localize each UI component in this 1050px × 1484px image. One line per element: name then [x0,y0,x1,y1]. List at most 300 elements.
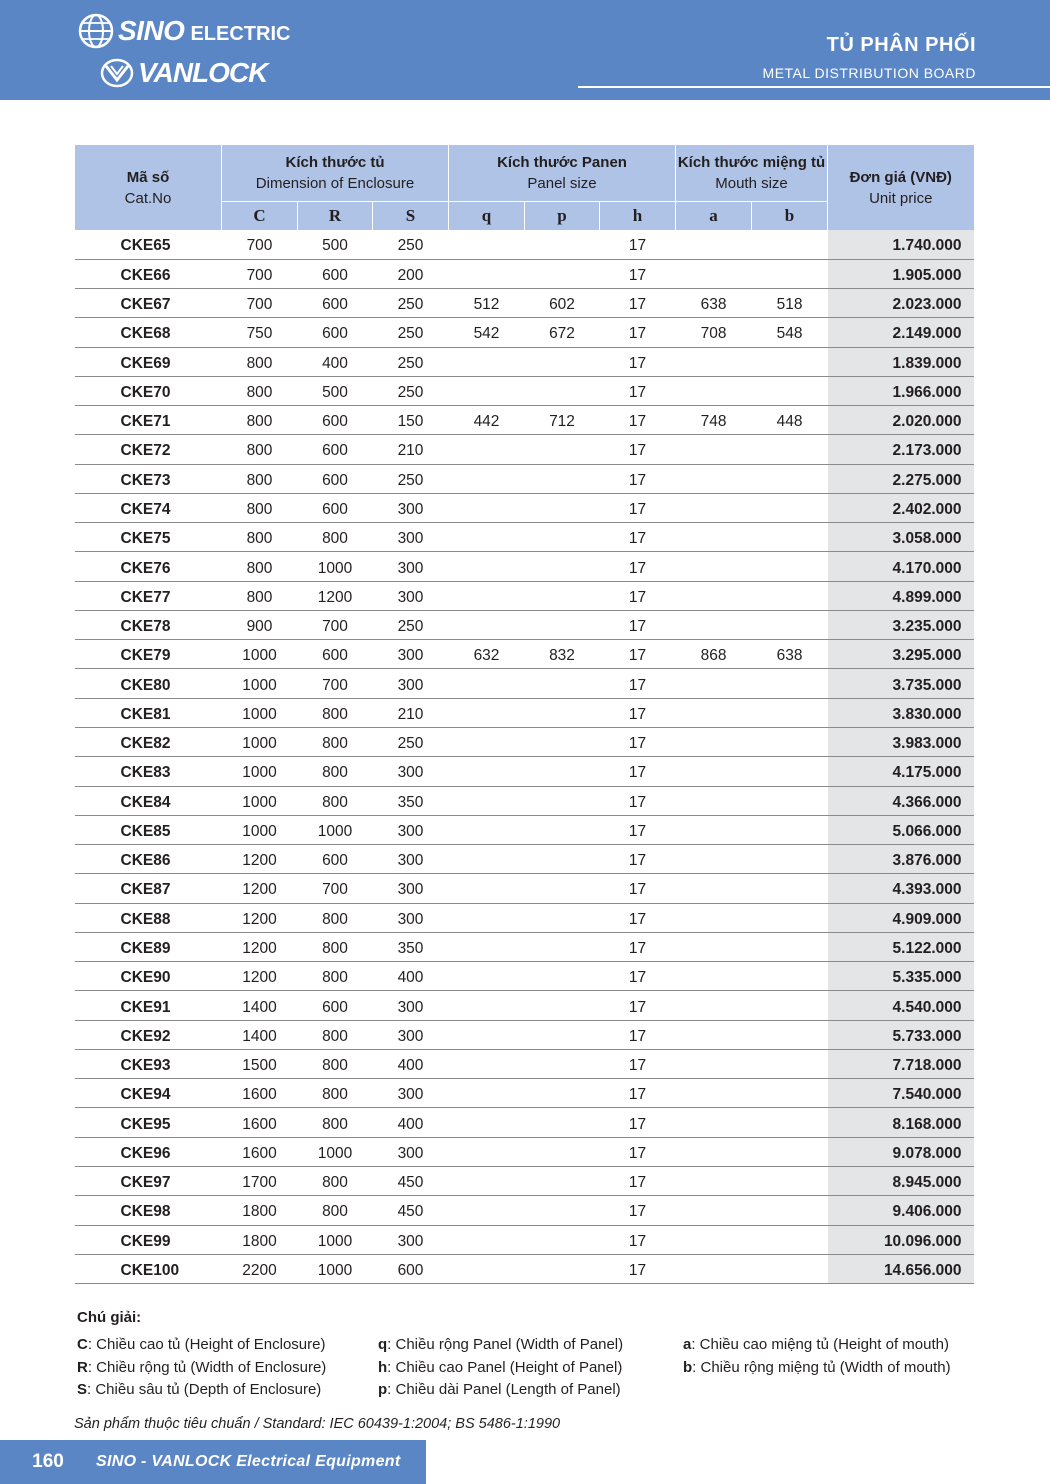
subheader-c: C [222,201,298,230]
price-table [74,145,974,1284]
cell-price: 9.406.000 [828,1196,974,1225]
header-catno-en: Cat.No [124,189,172,207]
cell-cat: CKE98 [75,1196,222,1225]
cell-p: 672 [525,318,600,347]
cell-p [525,1167,600,1196]
cell-c: 1200 [222,874,298,903]
table-row [75,815,974,844]
cell-a [676,845,752,874]
cell-b [752,581,828,610]
cell-h: 17 [600,845,676,874]
table-row [75,610,974,639]
cell-s: 250 [373,318,449,347]
cell-q: 632 [449,640,525,669]
header-mouth-vn: Kích thước miệng tủ [677,153,826,171]
table-row [75,435,974,464]
cell-s: 300 [373,1225,449,1254]
cell-c: 1600 [222,1137,298,1166]
cell-h: 17 [600,698,676,727]
cell-b [752,435,828,464]
cell-q [449,1167,525,1196]
cell-price: 5.335.000 [828,962,974,991]
cell-c: 1700 [222,1167,298,1196]
header-catno [75,145,222,230]
cell-s: 300 [373,493,449,522]
cell-q [449,757,525,786]
cell-h: 17 [600,493,676,522]
cell-price: 2.402.000 [828,493,974,522]
cell-c: 1000 [222,728,298,757]
cell-cat: CKE78 [75,610,222,639]
cell-s: 210 [373,698,449,727]
cell-h: 17 [600,1196,676,1225]
cell-p [525,1079,600,1108]
title-divider [578,86,1050,88]
cell-q [449,552,525,581]
cell-cat: CKE79 [75,640,222,669]
table-row [75,874,974,903]
cell-cat: CKE91 [75,991,222,1020]
cell-a [676,874,752,903]
logo-electric-text: ELECTRIC [190,22,291,45]
cell-b: 638 [752,640,828,669]
table-row [75,289,974,318]
cell-price: 3.983.000 [828,728,974,757]
cell-s: 200 [373,259,449,288]
cell-b [752,962,828,991]
cell-r: 600 [298,464,373,493]
cell-b [752,991,828,1020]
cell-c: 1000 [222,815,298,844]
legend-text: : Chiều rộng Panel (Width of Panel) [387,1336,624,1353]
cell-c: 700 [222,289,298,318]
cell-price: 1.966.000 [828,376,974,405]
table-row [75,698,974,727]
vanlock-logo [100,56,267,90]
cell-cat: CKE70 [75,376,222,405]
cell-p [525,757,600,786]
cell-r: 700 [298,610,373,639]
cell-h: 17 [600,523,676,552]
legend-key: p [378,1381,388,1398]
cell-s: 250 [373,376,449,405]
cell-c: 750 [222,318,298,347]
cell-p [525,1020,600,1049]
cell-r: 800 [298,1196,373,1225]
cell-cat: CKE68 [75,318,222,347]
cell-a [676,698,752,727]
legend-key: C [77,1336,88,1353]
cell-c: 1200 [222,932,298,961]
cell-a [676,1225,752,1254]
cell-h: 17 [600,347,676,376]
cell-s: 400 [373,1108,449,1137]
cell-r: 800 [298,523,373,552]
cell-price: 3.235.000 [828,610,974,639]
standard-note: Sản phẩm thuộc tiêu chuẩn / Standard: IEC 60439-1:2004; BS 5486-1:1990 [74,1416,561,1432]
cell-b [752,815,828,844]
cell-price: 2.020.000 [828,406,974,435]
cell-b [752,1254,828,1283]
cell-cat: CKE89 [75,932,222,961]
header-price [828,145,974,230]
cell-b [752,698,828,727]
table-row [75,1137,974,1166]
cell-q [449,728,525,757]
header-panel [449,145,676,201]
table-row [75,376,974,405]
cell-price: 3.735.000 [828,669,974,698]
cell-h: 17 [600,289,676,318]
header-price-en: Unit price [869,189,933,207]
legend-text: : Chiều rộng tủ (Width of Enclosure) [87,1358,327,1376]
cell-h: 17 [600,786,676,815]
cell-q [449,903,525,932]
legend-item [683,1357,951,1380]
legend-item [378,1379,623,1402]
cell-h: 17 [600,962,676,991]
cell-h: 17 [600,1225,676,1254]
table-row [75,493,974,522]
table-row [75,640,974,669]
cell-a [676,757,752,786]
cell-p [525,1049,600,1078]
cell-b [752,1196,828,1225]
table-row [75,669,974,698]
cell-p [525,259,600,288]
cell-q [449,1020,525,1049]
cell-q [449,1225,525,1254]
cell-a: 638 [676,289,752,318]
cell-a [676,435,752,464]
cell-b [752,523,828,552]
cell-q [449,874,525,903]
cell-q [449,230,525,259]
cell-a [676,610,752,639]
table-row [75,581,974,610]
cell-b [752,669,828,698]
cell-p: 602 [525,289,600,318]
cell-price: 1.740.000 [828,230,974,259]
cell-c: 1000 [222,669,298,698]
legend-key: S [77,1381,88,1398]
cell-h: 17 [600,903,676,932]
legend-text: : Chiều dài Panel (Length of Panel) [387,1381,621,1398]
cell-r: 600 [298,991,373,1020]
cell-s: 350 [373,786,449,815]
table-row [75,406,974,435]
cell-price: 4.170.000 [828,552,974,581]
cell-q [449,259,525,288]
cell-a [676,991,752,1020]
cell-q [449,523,525,552]
subheader-h: h [600,201,676,230]
cell-c: 1800 [222,1196,298,1225]
cell-cat: CKE66 [75,259,222,288]
legend-text: : Chiều cao Panel (Height of Panel) [387,1358,623,1376]
cell-h: 17 [600,610,676,639]
cell-s: 250 [373,230,449,259]
cell-s: 300 [373,815,449,844]
header-mouth [676,145,828,201]
cell-s: 300 [373,640,449,669]
footer-brand-text: SINO - VANLOCK Electrical Equipment [96,1453,401,1470]
cell-p [525,815,600,844]
cell-cat: CKE83 [75,757,222,786]
cell-h: 17 [600,581,676,610]
cell-b [752,1108,828,1137]
cell-b [752,376,828,405]
cell-b [752,1167,828,1196]
cell-cat: CKE75 [75,523,222,552]
cell-b [752,230,828,259]
table-body [75,230,974,1284]
cell-r: 700 [298,874,373,903]
table-row [75,552,974,581]
cell-price: 5.066.000 [828,815,974,844]
legend-title: Chú giải: [77,1309,142,1326]
cell-a [676,464,752,493]
cell-r: 600 [298,289,373,318]
cell-h: 17 [600,259,676,288]
header-enclosure [222,145,449,201]
cell-r: 600 [298,640,373,669]
cell-price: 2.275.000 [828,464,974,493]
cell-p [525,464,600,493]
cell-a [676,962,752,991]
table-row [75,464,974,493]
cell-p [525,552,600,581]
cell-q [449,669,525,698]
cell-q [449,493,525,522]
cell-c: 1000 [222,640,298,669]
globe-icon [78,13,114,49]
cell-q [449,698,525,727]
cell-c: 800 [222,376,298,405]
table-row [75,523,974,552]
cell-c: 800 [222,464,298,493]
cell-q: 542 [449,318,525,347]
cell-r: 1000 [298,815,373,844]
cell-a [676,552,752,581]
cell-c: 800 [222,552,298,581]
cell-s: 150 [373,406,449,435]
cell-q [449,845,525,874]
cell-r: 800 [298,1167,373,1196]
table-row [75,1020,974,1049]
cell-p [525,376,600,405]
table-row [75,259,974,288]
cell-r: 600 [298,493,373,522]
cell-c: 1000 [222,698,298,727]
cell-a [676,230,752,259]
cell-cat: CKE96 [75,1137,222,1166]
cell-r: 800 [298,962,373,991]
cell-c: 1200 [222,962,298,991]
cell-b [752,493,828,522]
cell-s: 300 [373,1079,449,1108]
cell-b [752,464,828,493]
cell-r: 600 [298,406,373,435]
cell-p [525,728,600,757]
cell-b [752,1020,828,1049]
cell-b [752,1079,828,1108]
cell-c: 1600 [222,1108,298,1137]
cell-p [525,1137,600,1166]
cell-q [449,1254,525,1283]
cell-cat: CKE90 [75,962,222,991]
subheader-r: R [298,201,373,230]
cell-price: 2.149.000 [828,318,974,347]
cell-price: 3.830.000 [828,698,974,727]
legend-item [378,1357,623,1380]
cell-h: 17 [600,874,676,903]
legend-item [683,1334,951,1357]
cell-c: 800 [222,523,298,552]
subheader-q: q [449,201,525,230]
cell-q [449,464,525,493]
cell-c: 800 [222,581,298,610]
cell-r: 800 [298,757,373,786]
cell-p [525,962,600,991]
cell-cat: CKE73 [75,464,222,493]
cell-a: 708 [676,318,752,347]
cell-a [676,1167,752,1196]
legend-item [378,1334,623,1357]
cell-price: 7.540.000 [828,1079,974,1108]
cell-h: 17 [600,1137,676,1166]
cell-price: 14.656.000 [828,1254,974,1283]
cell-s: 250 [373,347,449,376]
cell-b: 518 [752,289,828,318]
cell-c: 1400 [222,1020,298,1049]
cell-s: 210 [373,435,449,464]
cell-s: 450 [373,1167,449,1196]
cell-s: 250 [373,728,449,757]
cell-b [752,932,828,961]
cell-r: 400 [298,347,373,376]
table-row [75,1049,974,1078]
cell-q [449,991,525,1020]
cell-q [449,1049,525,1078]
table-row [75,932,974,961]
cell-c: 800 [222,435,298,464]
cell-cat: CKE72 [75,435,222,464]
cell-price: 3.295.000 [828,640,974,669]
cell-r: 800 [298,932,373,961]
cell-q [449,1137,525,1166]
cell-price: 4.540.000 [828,991,974,1020]
subheader-a: a [676,201,752,230]
cell-q [449,376,525,405]
legend-key: b [683,1358,693,1376]
cell-cat: CKE99 [75,1225,222,1254]
cell-r: 800 [298,1020,373,1049]
subheader-p: p [525,201,600,230]
cell-q [449,1196,525,1225]
cell-c: 1400 [222,991,298,1020]
cell-cat: CKE65 [75,230,222,259]
cell-r: 800 [298,1108,373,1137]
table-row [75,1167,974,1196]
cell-cat: CKE97 [75,1167,222,1196]
cell-s: 250 [373,289,449,318]
cell-price: 5.122.000 [828,932,974,961]
cell-r: 1000 [298,1137,373,1166]
cell-cat: CKE80 [75,669,222,698]
header-mouth-en: Mouth size [715,174,788,192]
cell-cat: CKE76 [75,552,222,581]
cell-c: 700 [222,259,298,288]
cell-c: 800 [222,493,298,522]
table-row [75,845,974,874]
cell-q [449,610,525,639]
table-row [75,991,974,1020]
cell-a [676,669,752,698]
cell-a [676,581,752,610]
cell-q [449,786,525,815]
cell-price: 4.366.000 [828,786,974,815]
cell-q [449,962,525,991]
legend-text: : Chiều sâu tủ (Depth of Enclosure) [87,1381,322,1398]
cell-s: 300 [373,581,449,610]
cell-price: 3.876.000 [828,845,974,874]
cell-p [525,230,600,259]
cell-s: 600 [373,1254,449,1283]
cell-p [525,932,600,961]
legend-key: h [378,1358,388,1376]
logo-vanlock-text: VANLOCK [138,57,268,88]
cell-s: 300 [373,523,449,552]
cell-cat: CKE67 [75,289,222,318]
cell-a [676,1196,752,1225]
cell-q [449,581,525,610]
cell-c: 800 [222,347,298,376]
cell-s: 300 [373,1137,449,1166]
cell-q [449,1108,525,1137]
cell-r: 500 [298,230,373,259]
cell-p [525,1254,600,1283]
cell-cat: CKE92 [75,1020,222,1049]
cell-a [676,786,752,815]
cell-b [752,347,828,376]
cell-cat: CKE85 [75,815,222,844]
cell-a [676,903,752,932]
cell-p [525,581,600,610]
cell-h: 17 [600,464,676,493]
cell-h: 17 [600,1167,676,1196]
cell-b [752,1049,828,1078]
legend-column-enclosure [77,1334,326,1402]
cell-q: 442 [449,406,525,435]
cell-s: 300 [373,669,449,698]
cell-s: 400 [373,962,449,991]
header-panel-en: Panel size [527,174,597,192]
table-row [75,318,974,347]
table-row [75,1079,974,1108]
cell-price: 9.078.000 [828,1137,974,1166]
table-row [75,786,974,815]
cell-price: 2.023.000 [828,289,974,318]
legend-item [77,1357,326,1380]
cell-b: 548 [752,318,828,347]
cell-h: 17 [600,757,676,786]
cell-cat: CKE94 [75,1079,222,1108]
cell-a [676,1254,752,1283]
page-title: TỦ PHÂN PHỐI [826,34,976,56]
cell-b [752,786,828,815]
cell-price: 4.899.000 [828,581,974,610]
